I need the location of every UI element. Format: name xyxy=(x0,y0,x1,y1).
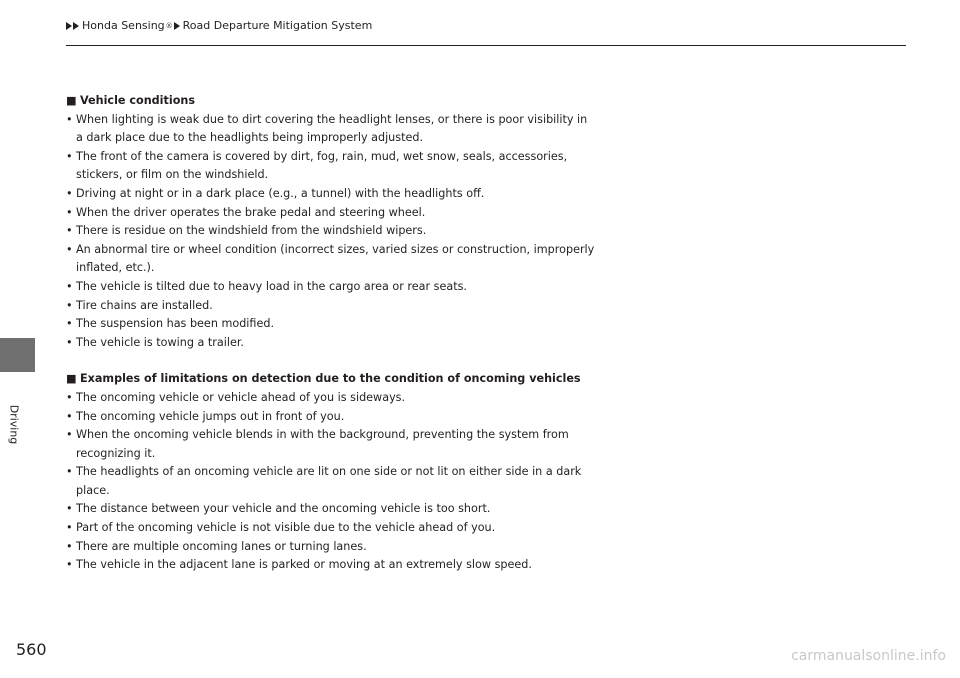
list-item-text: When the oncoming vehicle blends in with the background, preventing the system from recognizing it. xyxy=(76,428,569,460)
breadcrumb xyxy=(66,19,375,32)
list-item xyxy=(66,556,596,575)
list-item xyxy=(66,185,596,204)
registered-mark: ® xyxy=(165,21,173,30)
bullet-icon: • xyxy=(66,465,73,479)
list-item xyxy=(66,519,596,538)
list-item-text: There is residue on the windshield from the windshield wipers. xyxy=(76,224,427,238)
section-tab-label xyxy=(6,394,22,454)
list-item-text: The oncoming vehicle or vehicle ahead of you is sideways. xyxy=(76,390,406,404)
list-item-text: Part of the oncoming vehicle is not visible due to the vehicle ahead of you. xyxy=(76,521,496,535)
list-item-text: The vehicle in the adjacent lane is parked or moving at an extremely slow speed. xyxy=(76,558,532,572)
list-item xyxy=(66,389,596,408)
square-bullet-icon: ■ xyxy=(66,372,77,386)
list-item-text: The oncoming vehicle jumps out in front of you. xyxy=(76,409,345,423)
arrow-icon xyxy=(73,22,79,30)
list-item-text: Driving at night or in a dark place (e.g., a tunnel) with the headlights off. xyxy=(76,186,485,200)
section-heading-text: Examples of limitations on detection due to the condition of oncoming vehicles xyxy=(80,372,581,386)
list-item-text: The vehicle is towing a trailer. xyxy=(76,335,244,349)
section-heading xyxy=(66,370,596,389)
bullet-icon: • xyxy=(66,242,73,256)
bullet-icon: • xyxy=(66,558,73,572)
bullet-icon: • xyxy=(66,390,73,404)
bullet-icon: • xyxy=(66,502,73,516)
list-item xyxy=(66,222,596,241)
list-item xyxy=(66,111,596,148)
bullet-icon: • xyxy=(66,186,73,200)
bullet-icon: • xyxy=(66,521,73,535)
list-item-text: The headlights of an oncoming vehicle are lit on one side or not lit on either side in a dark place. xyxy=(76,465,582,497)
bullet-icon: • xyxy=(66,224,73,238)
list-item xyxy=(66,297,596,316)
side-tab-text: Driving xyxy=(7,404,21,444)
square-bullet-icon: ■ xyxy=(66,94,77,107)
list-item xyxy=(66,315,596,334)
bullet-icon: • xyxy=(66,149,73,163)
list-item xyxy=(66,334,596,353)
arrow-icon xyxy=(174,22,180,30)
section-spacer xyxy=(66,352,596,370)
section-tab-marker xyxy=(0,338,35,372)
list-item xyxy=(66,500,596,519)
list-item-text: The suspension has been modified. xyxy=(76,317,274,331)
list-item xyxy=(66,538,596,557)
list-item-text: When the driver operates the brake pedal and steering wheel. xyxy=(76,205,426,219)
section-heading xyxy=(66,92,596,111)
header-divider xyxy=(66,45,906,46)
page-number: 560 xyxy=(16,640,47,659)
list-item xyxy=(66,241,596,278)
breadcrumb-item[interactable]: Honda Sensing xyxy=(82,19,165,32)
list-item xyxy=(66,426,596,463)
list-item-text: The front of the camera is covered by dirt, fog, rain, mud, wet snow, seals, accessories, stickers, or film on the windshield. xyxy=(76,149,568,182)
bullet-icon: • xyxy=(66,298,73,312)
list-item xyxy=(66,463,596,500)
section-heading-text: Vehicle conditions xyxy=(80,94,195,107)
main-content xyxy=(66,92,596,575)
watermark: carmanualsonline.info xyxy=(791,648,946,664)
bullet-icon: • xyxy=(66,317,73,331)
list-item-text: An abnormal tire or wheel condition (incorrect sizes, varied sizes or construction, improperly inflated, etc.). xyxy=(76,242,595,275)
list-item xyxy=(66,148,596,185)
bullet-icon: • xyxy=(66,112,73,126)
arrow-icon xyxy=(66,22,72,30)
list-item-text: The distance between your vehicle and the oncoming vehicle is too short. xyxy=(76,502,491,516)
list-item xyxy=(66,408,596,427)
list-item-text: The vehicle is tilted due to heavy load in the cargo area or rear seats. xyxy=(76,279,467,293)
bullet-icon: • xyxy=(66,539,73,553)
bullet-icon: • xyxy=(66,409,73,423)
list-item xyxy=(66,278,596,297)
list-item-text: There are multiple oncoming lanes or turning lanes. xyxy=(76,539,367,553)
breadcrumb-item[interactable]: Road Departure Mitigation System xyxy=(182,19,373,32)
bullet-icon: • xyxy=(66,205,73,219)
list-item xyxy=(66,204,596,223)
bullet-icon: • xyxy=(66,428,73,442)
list-item-text: Tire chains are installed. xyxy=(76,298,213,312)
bullet-icon: • xyxy=(66,335,73,349)
list-item-text: When lighting is weak due to dirt covering the headlight lenses, or there is poor visibility in a dark place due to the headlights being improperly adjusted. xyxy=(76,112,588,145)
bullet-icon: • xyxy=(66,279,73,293)
